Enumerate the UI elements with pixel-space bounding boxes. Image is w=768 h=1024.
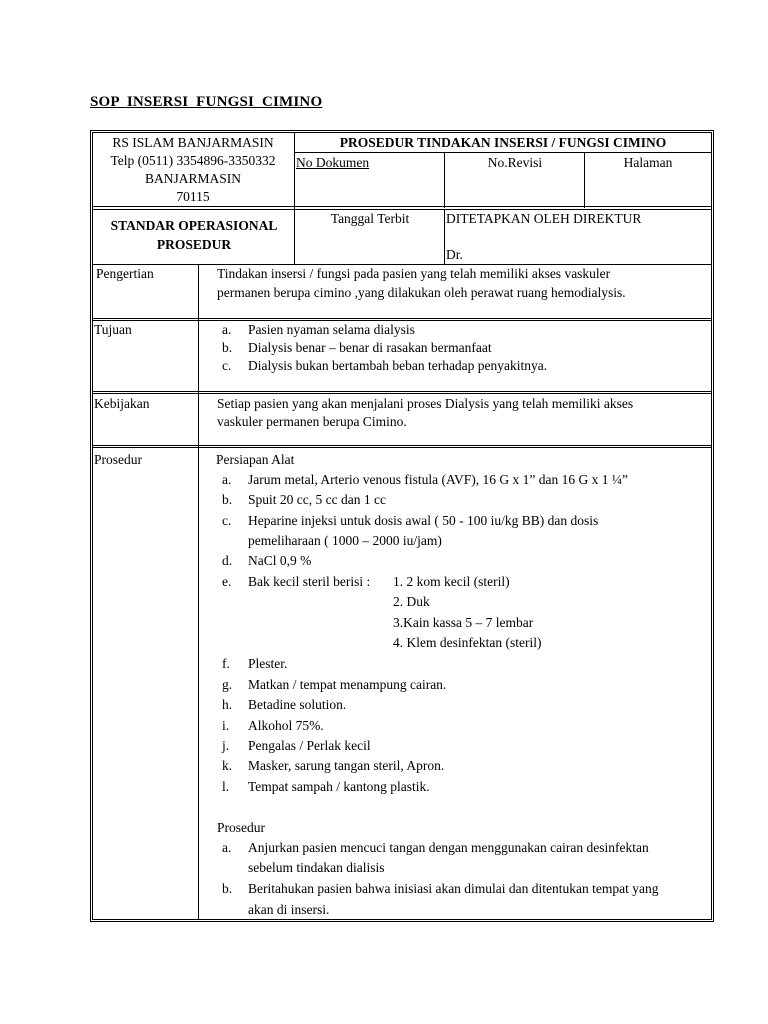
- list-text: sebelum tindakan dialisis: [248, 860, 385, 875]
- list-marker: c.: [222, 358, 232, 373]
- row-divider-tujuan-a: [92, 318, 712, 319]
- ditetapkan-label: DITETAPKAN OLEH DIREKTUR: [446, 211, 642, 226]
- bak-kecil-item: 4. Klem desinfektan (steril): [393, 635, 542, 650]
- header-col-divider-3: [444, 209, 445, 264]
- pengertian-line2: permanen berupa cimino ,yang dilakukan oleh perawat ruang hemodialysis.: [217, 285, 626, 300]
- row-divider-kebijakan-a: [92, 391, 712, 392]
- list-marker: c.: [222, 513, 232, 528]
- list-text: Heparine injeksi untuk dosis awal ( 50 - 100 iu/kg BB) dan dosis: [248, 513, 599, 528]
- list-text: Pengalas / Perlak kecil: [248, 738, 371, 753]
- list-marker: e.: [222, 574, 232, 589]
- no-revisi-label: No.Revisi: [487, 155, 543, 170]
- kebijakan-line1: Setiap pasien yang akan menjalani proses Dialysis yang telah memiliki akses: [217, 396, 634, 411]
- sop-label-line1: STANDAR OPERASIONAL: [110, 218, 278, 233]
- prosedur-heading: Prosedur: [217, 820, 265, 835]
- list-marker: h.: [222, 697, 233, 712]
- pengertian-line1: Tindakan insersi / fungsi pada pasien yang telah memiliki akses vaskuler: [217, 266, 611, 281]
- list-text: Tempat sampah / kantong plastik.: [248, 779, 430, 794]
- list-marker: a.: [222, 472, 232, 487]
- list-marker: b.: [222, 340, 233, 355]
- header-col-divider-2: [584, 152, 585, 208]
- director-dr-label: Dr.: [446, 247, 463, 262]
- procedure-title: PROSEDUR TINDAKAN INSERSI / FUNGSI CIMINO: [339, 135, 667, 150]
- hospital-phone: Telp (0511) 3354896-3350332: [110, 153, 276, 168]
- list-text: Spuit 20 cc, 5 cc dan 1 cc: [248, 492, 386, 507]
- list-marker: a.: [222, 322, 232, 337]
- hospital-city: BANJARMASIN: [144, 171, 242, 186]
- row-divider-prosedur-b: [92, 447, 712, 448]
- list-text: Pasien nyaman selama dialysis: [248, 322, 415, 337]
- list-text: Masker, sarung tangan steril, Apron.: [248, 758, 445, 773]
- header-col-divider-1: [444, 152, 445, 208]
- kebijakan-label: Kebijakan: [94, 396, 150, 411]
- list-marker: g.: [222, 677, 233, 692]
- list-marker: f.: [222, 656, 230, 671]
- prosedur-label: Prosedur: [94, 452, 142, 467]
- list-marker: d.: [222, 553, 233, 568]
- hospital-name: RS ISLAM BANJARMASIN: [112, 135, 274, 150]
- list-marker: b.: [222, 881, 233, 896]
- bak-kecil-item: 3.Kain kassa 5 – 7 lembar: [393, 615, 534, 630]
- hospital-postal-code: 70115: [176, 189, 210, 204]
- list-text: Plester.: [248, 656, 288, 671]
- halaman-label: Halaman: [623, 155, 673, 170]
- list-text: Dialysis benar – benar di rasakan bermanfaat: [248, 340, 492, 355]
- tanggal-terbit-label: Tanggal Terbit: [330, 211, 410, 226]
- list-text: Beritahukan pasien bahwa inisiasi akan dimulai dan ditentukan tempat yang: [248, 881, 659, 896]
- list-marker: a.: [222, 840, 232, 855]
- kebijakan-line2: vaskuler permanen berupa Cimino.: [217, 414, 407, 429]
- persiapan-alat-heading: Persiapan Alat: [216, 452, 295, 467]
- document-title: SOP INSERSI FUNGSI CIMINO: [90, 94, 323, 110]
- list-text: Bak kecil steril berisi :: [248, 574, 371, 589]
- header-row-divider-a: [92, 206, 712, 207]
- list-text: Anjurkan pasien mencuci tangan dengan menggunakan cairan desinfektan: [248, 840, 649, 855]
- bak-kecil-item: 2. Duk: [393, 594, 430, 609]
- sop-label-line2: PROSEDUR: [156, 237, 232, 252]
- list-marker: j.: [222, 738, 230, 753]
- no-dokumen-label: [296, 154, 369, 172]
- row-divider-kebijakan-b: [92, 393, 712, 394]
- header-title-divider: [294, 152, 712, 153]
- tujuan-label: Tujuan: [94, 322, 132, 337]
- list-marker: l.: [222, 779, 230, 794]
- row-divider-prosedur-a: [92, 445, 712, 446]
- list-text: Matkan / tempat menampung cairan.: [248, 677, 447, 692]
- pengertian-label: Pengertian: [96, 266, 154, 281]
- list-text: Betadine solution.: [248, 697, 347, 712]
- label-column-divider: [198, 264, 199, 920]
- bak-kecil-item: 1. 2 kom kecil (steril): [393, 574, 510, 589]
- list-text: Alkohol 75%.: [248, 718, 324, 733]
- list-text: pemeliharaan ( 1000 – 2000 iu/jam): [248, 533, 442, 548]
- list-text: Dialysis bukan bertambah beban terhadap penyakitnya.: [248, 358, 548, 373]
- list-text: NaCl 0,9 %: [248, 553, 312, 568]
- list-marker: b.: [222, 492, 233, 507]
- list-text: akan di insersi.: [248, 902, 330, 917]
- list-marker: k.: [222, 758, 233, 773]
- no-dokumen-text: No Dokumen: [296, 155, 370, 170]
- list-marker: i.: [222, 718, 230, 733]
- list-text: Jarum metal, Arterio venous fistula (AVF), 16 G x 1” dan 16 G x 1 ¼”: [248, 472, 628, 487]
